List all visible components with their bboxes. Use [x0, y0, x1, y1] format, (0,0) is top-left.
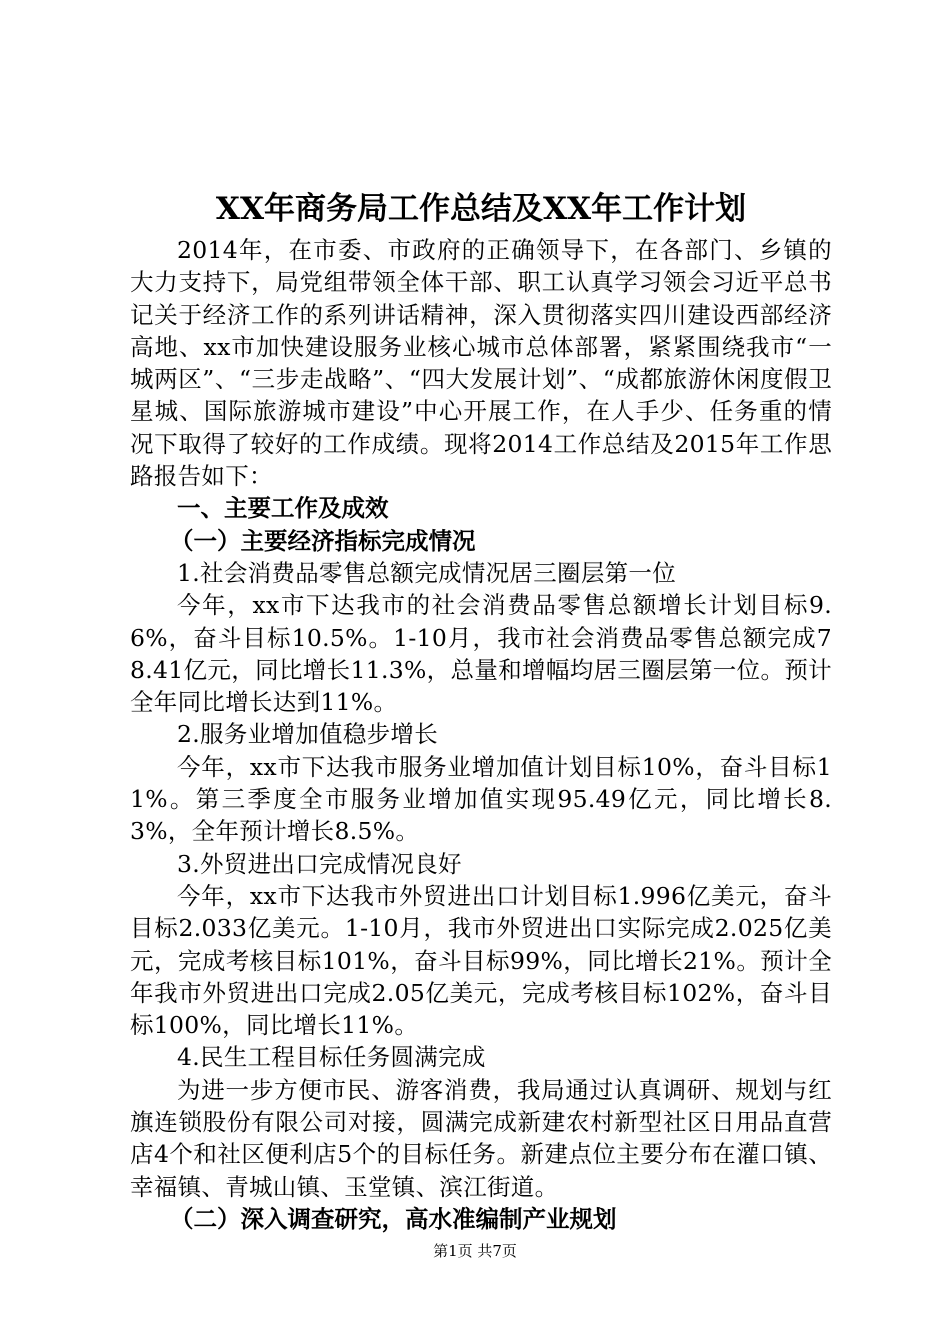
item-heading-services: 2.服务业增加值稳步增长	[177, 720, 439, 749]
item-heading-livelihood: 4.民生工程目标任务圆满完成	[177, 1043, 486, 1072]
document-body	[130, 234, 832, 1235]
intro-paragraph: 2014年，在市委、市政府的正确领导下，在各部门、乡镇的大力支持下，局党组带领全体干部、职工认真学习领会习近平总书记关于经济工作的系列讲话精神，深入贯彻落实四川建设西部经济高地、xx市加快建设服务业核心城市总体部署，紧紧围绕我市“一城两区”、“三步走战略”、“四大发展计划”、“成都旅游休闲度假卫星城、国际旅游城市建设”中心开展工作，在人手少、任务重的情况下取得了较好的工作成绩。现将2014工作总结及2015年工作思路报告如下：	[130, 236, 832, 491]
paragraph-trade: 今年，xx市下达我市外贸进出口计划目标1.996亿美元，奋斗目标2.033亿美元。1-10月，我市外贸进出口实际完成2.025亿美元，完成考核目标101%，奋斗目标99%，同比增长21%。预计全年我市外贸进出口完成2.05亿美元，完成考核目标102%，奋斗目标100%，同比增长11%。	[130, 881, 832, 1040]
paragraph-services: 今年，xx市下达我市服务业增加值计划目标10%，奋斗目标11%。第三季度全市服务业增加值实现95.49亿元，同比增长8.3%，全年预计增长8.5%。	[130, 752, 832, 846]
document-page	[130, 186, 832, 1235]
paragraph-livelihood: 为进一步方便市民、游客消费，我局通过认真调研、规划与红旗连锁股份有限公司对接，圆满完成新建农村新型社区日用品直营店4个和社区便利店5个的目标任务。新建点位主要分布在灌口镇、幸福镇、青城山镇、玉堂镇、滨江街道。	[130, 1075, 832, 1201]
subsection-heading-research: （二）深入调查研究，高水准编制产业规划	[170, 1204, 617, 1233]
item-heading-trade: 3.外贸进出口完成情况良好	[177, 849, 462, 878]
subsection-heading-indicators: （一）主要经济指标完成情况	[170, 526, 476, 555]
paragraph-retail: 今年，xx市下达我市的社会消费品零售总额增长计划目标9.6%，奋斗目标10.5%。1-10月，我市社会消费品零售总额完成78.41亿元，同比增长11.3%，总量和增幅均居三圈层第一位。预计全年同比增长达到11%。	[130, 591, 832, 717]
document-title: XX年商务局工作总结及XX年工作计划	[215, 191, 747, 227]
item-heading-retail: 1.社会消费品零售总额完成情况居三圈层第一位	[177, 558, 677, 587]
page-footer: 第1页 共7页	[433, 1242, 517, 1260]
section-heading-main-work: 一、主要工作及成效	[177, 494, 389, 523]
